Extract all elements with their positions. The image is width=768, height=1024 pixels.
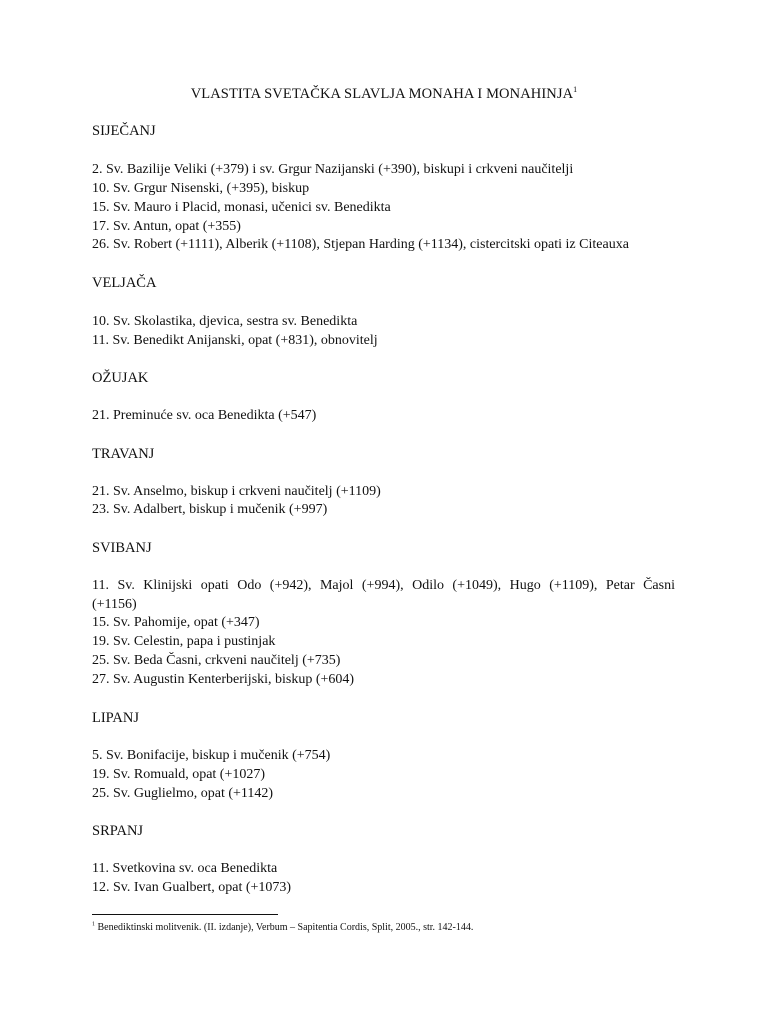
- footnote-divider: [92, 914, 278, 915]
- entry-line: 11. Sv. Klinijski opati Odo (+942), Majol (+994), Odilo (+1049), Hugo (+1109), Petar Časni: [92, 578, 675, 593]
- title-footnote-mark[interactable]: 1: [573, 85, 578, 95]
- month-heading-svibanj: SVIBANJ: [92, 540, 152, 556]
- footnote-mark: 1: [92, 921, 95, 928]
- footnote-text: Benediktinski molitvenik. (II. izdanje), Verbum – Sapitentia Cordis, Split, 2005., str. 142-144.: [95, 922, 474, 933]
- entry-line: 25. Sv. Beda Časni, crkveni naučitelj (+735): [92, 653, 341, 668]
- entry-line: 11. Svetkovina sv. oca Benedikta: [92, 861, 278, 876]
- month-heading-veljaca: VELJAČA: [92, 275, 157, 291]
- entry-line: 10. Sv. Skolastika, djevica, sestra sv. Benedikta: [92, 314, 358, 329]
- title-text: VLASTITA SVETAČKA SLAVLJA MONAHA I MONAHINJA: [190, 86, 574, 102]
- entry-line-continuation: (+1156): [92, 597, 137, 612]
- entry-line: 19. Sv. Celestin, papa i pustinjak: [92, 634, 276, 649]
- entry-line: 10. Sv. Grgur Nisenski, (+395), biskup: [92, 181, 310, 196]
- month-heading-srpanj: SRPANJ: [92, 823, 144, 839]
- entry-line: 2. Sv. Bazilije Veliki (+379) i sv. Grgur Nazijanski (+390), biskupi i crkveni naučitelji: [92, 162, 574, 177]
- entry-line: 25. Sv. Guglielmo, opat (+1142): [92, 786, 274, 801]
- entry-line: 19. Sv. Romuald, opat (+1027): [92, 767, 266, 782]
- month-heading-lipanj: LIPANJ: [92, 710, 140, 726]
- month-heading-travanj: TRAVANJ: [92, 446, 155, 462]
- month-heading-sijecanj: SIJEČANJ: [92, 123, 156, 139]
- entry-line: 21. Sv. Anselmo, biskup i crkveni naučitelj (+1109): [92, 484, 381, 499]
- entry-line: 15. Sv. Mauro i Placid, monasi, učenici sv. Benedikta: [92, 200, 391, 215]
- entry-line: 23. Sv. Adalbert, biskup i mučenik (+997): [92, 502, 328, 517]
- month-heading-ozujak: OŽUJAK: [92, 370, 149, 386]
- footnote: [92, 922, 473, 933]
- page-title: [0, 86, 768, 103]
- entry-line: 15. Sv. Pahomije, opat (+347): [92, 615, 260, 630]
- entry-line: 17. Sv. Antun, opat (+355): [92, 219, 241, 234]
- entry-line: 5. Sv. Bonifacije, biskup i mučenik (+754): [92, 748, 331, 763]
- entry-line: 26. Sv. Robert (+1111), Alberik (+1108), Stjepan Harding (+1134), cistercitski opati iz Citeauxa: [92, 237, 629, 252]
- entry-line: 12. Sv. Ivan Gualbert, opat (+1073): [92, 880, 292, 895]
- entry-line: 27. Sv. Augustin Kenterberijski, biskup (+604): [92, 672, 355, 687]
- entry-line: 21. Preminuće sv. oca Benedikta (+547): [92, 408, 317, 423]
- entry-line: 11. Sv. Benedikt Anijanski, opat (+831), obnovitelj: [92, 333, 378, 348]
